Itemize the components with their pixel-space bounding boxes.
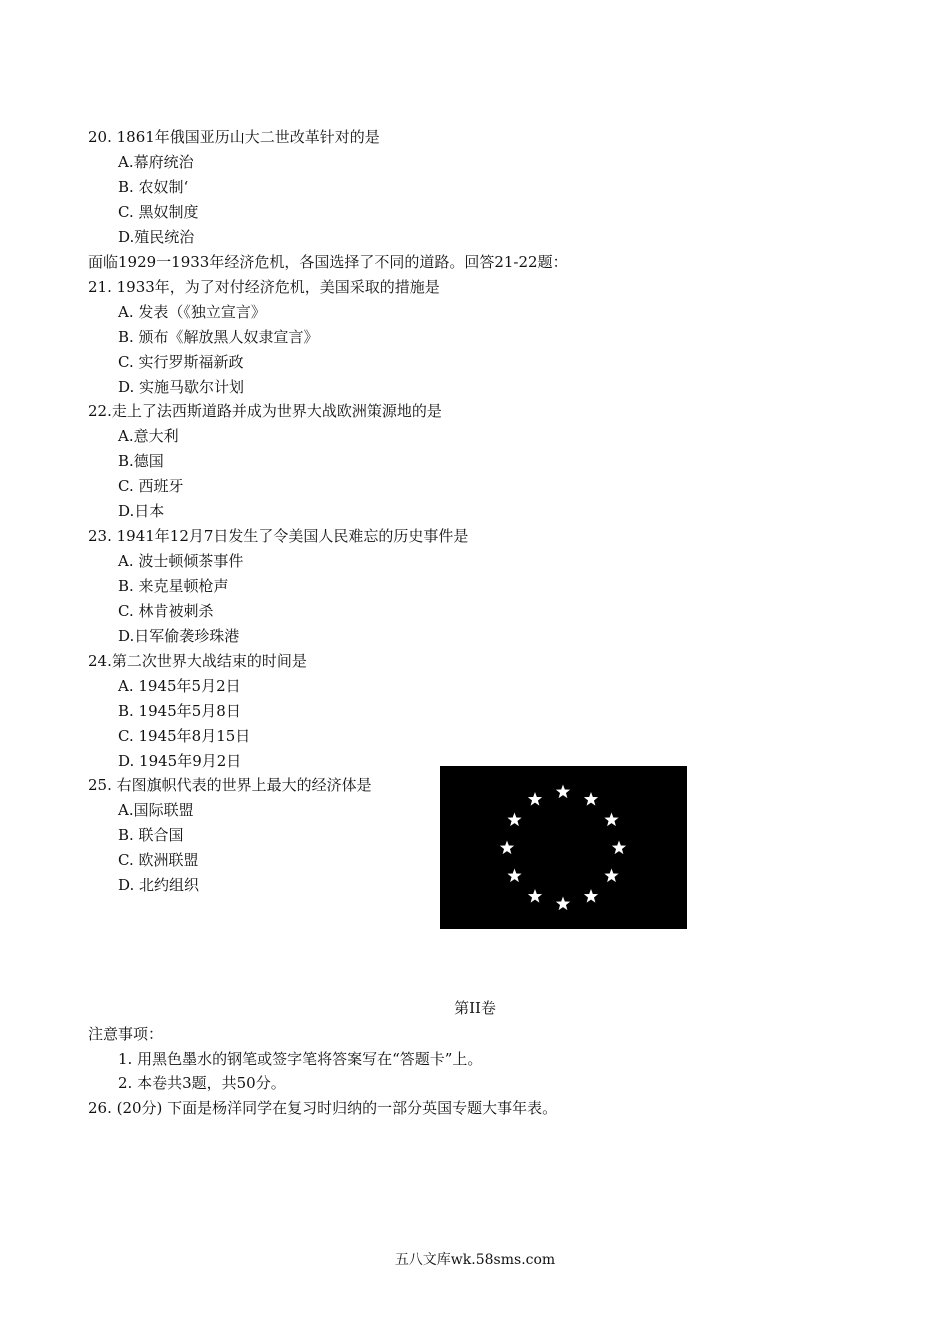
eu-flag-svg (440, 766, 687, 929)
section-title: 第II卷 (454, 999, 496, 1017)
flag-star-icon (528, 889, 542, 903)
flag-star-icon (507, 813, 521, 827)
question-25-option-a: A.国际联盟 (118, 801, 194, 819)
flag-star-icon (500, 841, 514, 855)
question-21-option-b: B. 颁布《解放黑人奴隶宣言》 (118, 328, 319, 346)
question-23-stem: 23. 1941年12月7日发生了令美国人民难忘的历史事件是 (88, 527, 469, 545)
question-21-option-d: D. 实施马歇尔计划 (118, 378, 245, 396)
question-22-option-a: A.意大利 (118, 427, 179, 445)
question-20-option-b: B. 农奴制‘ (118, 178, 189, 196)
flag-star-icon (507, 869, 521, 883)
flag-star-icon (528, 792, 542, 806)
question-25-stem: 25. 右图旗帜代表的世界上最大的经济体是 (88, 776, 372, 794)
flag-star-icon (612, 841, 626, 855)
question-21-option-a: A. 发表（《独立宣言》 (118, 303, 266, 321)
question-23-option-c: C. 林肯被刺杀 (118, 602, 214, 620)
flag-star-icon (556, 897, 570, 911)
question-25-option-b: B. 联合国 (118, 826, 184, 844)
flag-star-icon (604, 869, 618, 883)
question-24-stem: 24.第二次世界大战结束的时间是 (88, 652, 307, 670)
question-23-option-a: A. 波士顿倾茶事件 (118, 552, 244, 570)
notice-label: 注意事项： (88, 1025, 164, 1043)
footer-watermark: 五八文库wk.58sms.com (394, 1252, 556, 1268)
question-24-option-b: B. 1945年5月8日 (118, 702, 241, 720)
question-22-option-d: D.日本 (118, 502, 165, 520)
question-22-option-b: B.德国 (118, 452, 164, 470)
question-20-option-a: A.幕府统治 (118, 153, 194, 171)
question-21-option-c: C. 实行罗斯福新政 (118, 353, 244, 371)
question-22-stem: 22.走上了法西斯道路并成为世界大战欧洲策源地的是 (88, 402, 442, 420)
flag-star-icon (584, 792, 598, 806)
question-20-option-d: D.殖民统治 (118, 228, 195, 246)
question-24-option-c: C. 1945年8月15日 (118, 727, 251, 745)
flag-star-icon (604, 813, 618, 827)
question-25-option-c: C. 欧洲联盟 (118, 851, 199, 869)
question-24-option-d: D. 1945年9月2日 (118, 752, 242, 770)
flag-star-icon (556, 785, 570, 799)
question-26-stem: 26. (20分) 下面是杨洋同学在复习时归纳的一部分英国专题大事年表。 (88, 1099, 558, 1117)
flag-star-icon (584, 889, 598, 903)
group-intro-21-22: 面临1929一1933年经济危机，各国选择了不同的道路。回答21-22题： (88, 253, 568, 271)
question-20-stem: 20. 1861年俄国亚历山大二世改革针对的是 (88, 128, 380, 146)
question-21-stem: 21. 1933年，为了对付经济危机，美国采取的措施是 (88, 278, 440, 296)
notice-item-2: 2. 本卷共3题，共50分。 (118, 1074, 286, 1092)
question-22-option-c: C. 西班牙 (118, 477, 184, 495)
question-24-option-a: A. 1945年5月2日 (118, 677, 241, 695)
question-23-option-d: D.日军偷袭珍珠港 (118, 627, 240, 645)
question-23-option-b: B. 来克星顿枪声 (118, 577, 229, 595)
question-20-option-c: C. 黑奴制度 (118, 203, 199, 221)
notice-item-1: 1. 用黑色墨水的钢笔或签字笔将答案写在“答题卡”上。 (118, 1050, 483, 1068)
question-25-option-d: D. 北约组织 (118, 876, 200, 894)
eu-flag-image (440, 766, 687, 929)
